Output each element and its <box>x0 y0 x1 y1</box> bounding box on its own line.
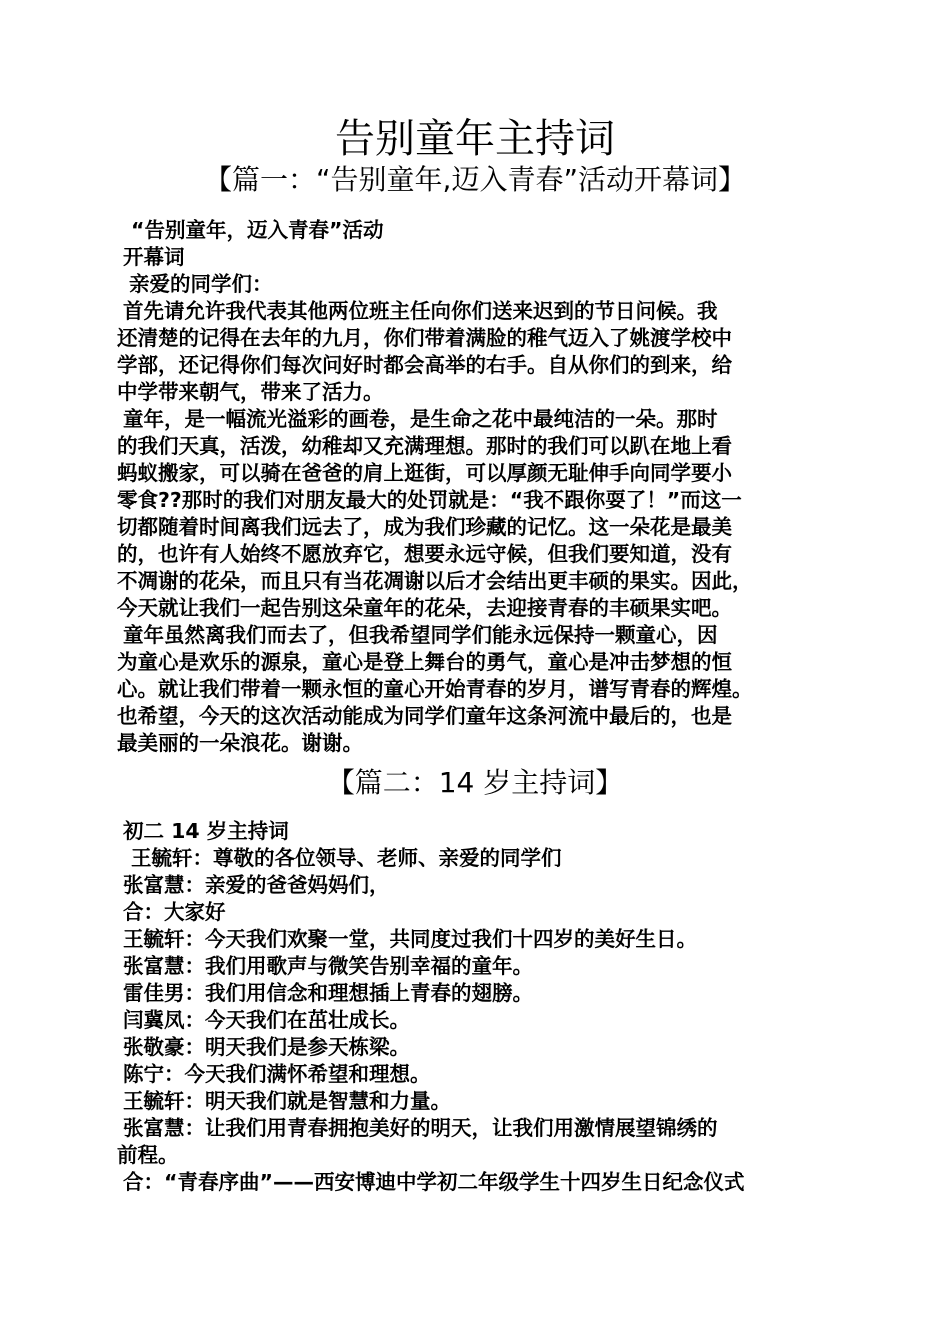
paragraph-line: 学部，还记得你们每次问好时都会高举的右手。自从你们的到来，给 <box>117 353 732 377</box>
paragraph-line: 也希望，今天的这次活动能成为同学们童年这条河流中最后的，也是 <box>117 704 732 728</box>
paragraph-line: 今天就让我们一起告别这朵童年的花朵，去迎接青春的丰硕果实吧。 <box>117 596 732 620</box>
script-line: 王毓轩：尊敬的各位领导、老师、亲爱的同学们 <box>131 846 562 870</box>
paragraph-line: 不凋谢的花朵，而且只有当花凋谢以后才会结出更丰硕的果实。因此， <box>117 569 753 593</box>
script-line: 张富慧：亲爱的爸爸妈妈们， <box>123 873 390 897</box>
script-line: 陈宁：今天我们满怀希望和理想。 <box>123 1062 431 1086</box>
section-heading-1: 【篇一：“告别童年,迈入青春”活动开幕词】 <box>204 163 746 196</box>
paragraph-line: 最美丽的一朵浪花。谢谢。 <box>117 731 363 755</box>
script-line: 王毓轩：明天我们就是智慧和力量。 <box>123 1089 451 1113</box>
script-line: 张富慧：我们用歌声与微笑告别幸福的童年。 <box>123 954 533 978</box>
paragraph <box>117 622 837 757</box>
script-line: 合：大家好 <box>123 900 226 924</box>
paragraph-line: 切都随着时间离我们远去了，成为我们珍藏的记忆。这一朵花是最美 <box>117 515 732 539</box>
page-title: 告别童年主持词 <box>335 116 615 162</box>
script-line: 合：“青春序曲”——西安博迪中学初二年级学生十四岁生日纪念仪式 <box>123 1170 745 1194</box>
script-line: 张敬豪：明天我们是参天栋梁。 <box>123 1035 410 1059</box>
paragraph-line: 还清楚的记得在去年的九月，你们带着满脸的稚气迈入了姚渡学校中 <box>117 326 732 350</box>
section-1-body <box>117 217 837 757</box>
opening-speech-label: 开幕词 <box>123 245 185 269</box>
script-line: 王毓轩：今天我们欢聚一堂，共同度过我们十四岁的美好生日。 <box>123 927 697 951</box>
paragraph <box>117 298 837 406</box>
paragraph-line: 的，也许有人始终不愿放弃它，想要永远守候，但我们要知道，没有 <box>117 542 732 566</box>
script-line: 闫冀凤：今天我们在茁壮成长。 <box>123 1008 410 1032</box>
script-line: 前程。 <box>117 1143 179 1167</box>
script-line: 张富慧：让我们用青春拥抱美好的明天，让我们用激情展望锦绣的 <box>123 1116 718 1140</box>
section-heading-2: 【篇二：14 岁主持词】 <box>326 766 624 799</box>
paragraph-line: 为童心是欢乐的源泉，童心是登上舞台的勇气，童心是冲击梦想的恒 <box>117 650 732 674</box>
paragraph-line: 蚂蚁搬家，可以骑在爸爸的肩上逛街，可以厚颜无耻伸手向同学要小 <box>117 461 732 485</box>
script-line: 雷佳男：我们用信念和理想插上青春的翅膀。 <box>123 981 533 1005</box>
section-2-body <box>117 818 837 1196</box>
paragraph-line: 的我们天真，活泼，幼稚却又充满理想。那时的我们可以趴在地上看 <box>117 434 732 458</box>
event-title: “告别童年，迈入青春”活动 <box>131 218 384 242</box>
script-subtitle: 初二 14 岁主持词 <box>123 819 289 843</box>
paragraph-line: 零食??那时的我们对朋友最大的处罚就是：“我不跟你耍了！”而这一 <box>117 488 742 512</box>
paragraph-line: 童年，是一幅流光溢彩的画卷，是生命之花中最纯洁的一朵。那时 <box>123 407 718 431</box>
paragraph-line: 首先请允许我代表其他两位班主任向你们送来迟到的节日问候。我 <box>123 299 718 323</box>
paragraph-line: 中学带来朝气，带来了活力。 <box>117 380 384 404</box>
paragraph-line: 童年虽然离我们而去了，但我希望同学们能永远保持一颗童心，因 <box>123 623 718 647</box>
paragraph <box>117 406 837 622</box>
greeting: 亲爱的同学们： <box>129 272 273 296</box>
paragraph-line: 心。就让我们带着一颗永恒的童心开始青春的岁月，谱写青春的辉煌。 <box>117 677 753 701</box>
